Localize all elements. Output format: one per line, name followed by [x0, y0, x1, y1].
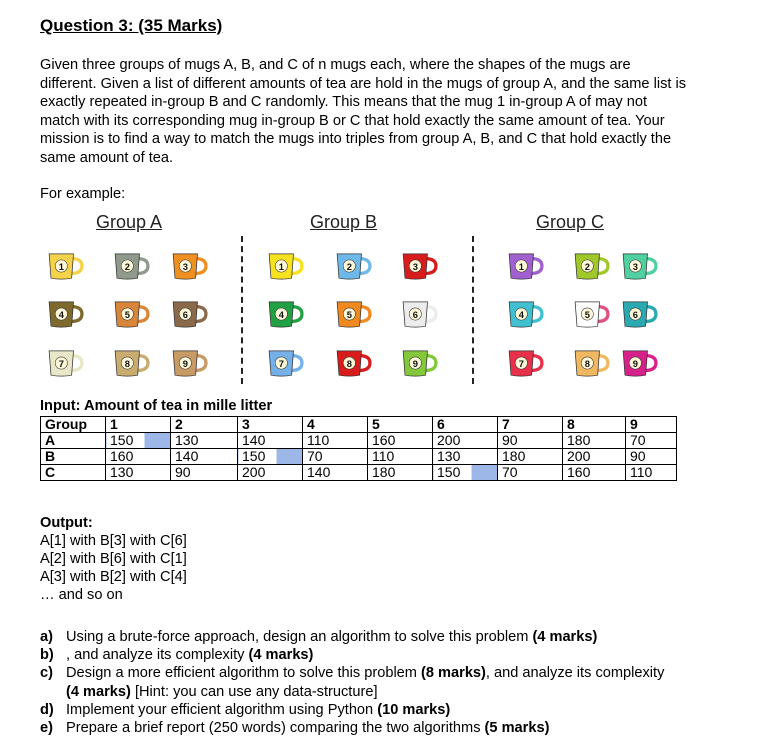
mug-c-2-icon	[572, 251, 612, 281]
mug-number: 5	[124, 309, 130, 320]
mug-number: 3	[182, 261, 188, 272]
table-cell: 90	[626, 449, 677, 465]
task-text: Using a brute-force approach, design an algorithm to solve this problem	[66, 629, 533, 645]
table-cell: 110	[626, 465, 677, 481]
mug-number: 3	[632, 261, 638, 272]
mug-number: 7	[278, 358, 284, 369]
table-cell: 130	[171, 433, 238, 449]
task-marks: (8 marks)	[421, 665, 486, 682]
mug-a-2-icon	[112, 251, 152, 281]
table-header-row	[41, 417, 677, 433]
mug-a-5-icon	[112, 299, 152, 329]
mug-number: 1	[58, 261, 64, 272]
table-cell: 70	[626, 433, 677, 449]
table-cell: 150	[238, 449, 303, 465]
mug-number: 2	[584, 261, 590, 272]
table-cell: 180	[368, 465, 433, 481]
mug-number: 8	[346, 358, 352, 369]
mug-number: 5	[346, 309, 352, 320]
table-header-cell: 2	[171, 417, 238, 433]
table-header-cell: 3	[238, 417, 303, 433]
mug-b-1-icon	[266, 251, 306, 281]
task-text: Prepare a brief report (250 words) comparing the two algorithms	[66, 720, 485, 737]
table-cell: 110	[368, 449, 433, 465]
mug-b-5-icon	[334, 299, 374, 329]
mug-number: 9	[412, 358, 418, 369]
mug-c-9-icon	[620, 348, 660, 378]
question-title: Question 3: (35 Marks)	[40, 16, 223, 35]
mug-number: 4	[518, 309, 524, 320]
output-block	[40, 514, 187, 604]
mug-a-3-icon	[170, 251, 210, 281]
mug-number: 2	[346, 261, 352, 272]
table-header-cell: Group	[41, 417, 106, 433]
task-text: Design a more efficient algorithm to solve this problem	[66, 665, 422, 682]
task-marks: (10 marks)	[377, 701, 451, 718]
mug-number: 6	[412, 309, 418, 320]
table-cell: 90	[171, 465, 238, 481]
table-cell: 160	[368, 433, 433, 449]
mug-c-7-icon	[506, 348, 546, 378]
group-divider	[472, 236, 474, 384]
table-header-cell: 8	[563, 417, 626, 433]
mug-number: 7	[58, 358, 64, 369]
mug-number: 5	[584, 309, 590, 320]
mug-c-5-icon	[572, 299, 612, 329]
task-label: c)	[40, 665, 53, 682]
group-b-label: Group B	[310, 212, 378, 232]
output-line: … and so on	[40, 587, 123, 603]
task-item	[40, 628, 666, 646]
mug-c-8-icon	[572, 348, 612, 378]
for-example-label: For example:	[40, 186, 126, 202]
table-cell: 200	[433, 433, 498, 449]
input-title: Input: Amount of tea in mille litter	[40, 398, 273, 414]
task-item	[40, 646, 666, 664]
task-label: d)	[40, 701, 54, 718]
mug-a-7-icon	[46, 348, 86, 378]
mug-number: 9	[182, 358, 188, 369]
task-list	[40, 628, 666, 737]
table-row	[41, 465, 677, 481]
mug-number: 9	[632, 358, 638, 369]
task-text: , and analyze its complexity	[66, 647, 249, 664]
task-text: Implement your efficient algorithm using Python	[66, 701, 378, 718]
table-header-cell: 7	[498, 417, 563, 433]
mug-number: 1	[518, 261, 524, 272]
mug-c-6-icon	[620, 299, 660, 329]
row-label: B	[41, 449, 106, 465]
mug-number: 6	[632, 309, 638, 320]
mug-b-3-icon	[400, 251, 440, 281]
output-line: A[1] with B[3] with C[6]	[40, 533, 187, 549]
mug-b-4-icon	[266, 299, 306, 329]
mug-number: 7	[518, 358, 524, 369]
table-cell: 200	[563, 449, 626, 465]
mug-a-6-icon	[170, 299, 210, 329]
mug-number: 8	[124, 358, 130, 369]
mug-c-3-icon	[620, 251, 660, 281]
table-cell: 70	[498, 465, 563, 481]
task-item	[40, 664, 666, 700]
mug-a-4-icon	[46, 299, 86, 329]
task-text: , and analyze its complexity	[485, 665, 665, 682]
mug-b-8-icon	[334, 348, 374, 378]
table-cell: 150	[106, 433, 171, 449]
mug-b-6-icon	[400, 299, 440, 329]
table-cell: 140	[171, 449, 238, 465]
group-divider	[241, 236, 243, 384]
mug-number: 8	[584, 358, 590, 369]
table-header-cell: 5	[368, 417, 433, 433]
task-label: e)	[40, 720, 53, 737]
table-cell: 200	[238, 465, 303, 481]
table-cell: 180	[563, 433, 626, 449]
problem-description: Given three groups of mugs A, B, and C of n mugs each, where the shapes of the mugs are different. Given a list of different amounts of tea are hold in the mugs of group A, and the same list is exactly repeated in-group B and C randomly. This means that the mug 1 in-group A of may not match with its corresponding mug in-group B or C that hold exactly the same amount of tea. Your mission is to find a way to match the mugs into triples from group A, B, and C that hold exactly the same amount of tea.	[40, 57, 687, 166]
mug-a-1-icon	[46, 251, 86, 281]
table-cell: 130	[433, 449, 498, 465]
mug-b-2-icon	[334, 251, 374, 281]
table-cell: 90	[498, 433, 563, 449]
table-header-cell: 4	[303, 417, 368, 433]
output-heading: Output:	[40, 515, 93, 531]
table-cell: 130	[106, 465, 171, 481]
task-marks: (5 marks)	[484, 720, 550, 737]
task-marks: (4 marks)	[248, 647, 314, 664]
table-cell: 110	[303, 433, 368, 449]
group-a-label: Group A	[96, 212, 163, 232]
mug-number: 3	[412, 261, 418, 272]
mug-number: 1	[278, 261, 284, 272]
table-cell: 140	[238, 433, 303, 449]
task-marks: (4 marks)	[66, 683, 131, 700]
output-line: A[3] with B[2] with C[4]	[40, 569, 187, 585]
task-item	[40, 701, 666, 719]
group-c-label: Group C	[536, 212, 605, 232]
table-cell: 70	[303, 449, 368, 465]
task-label: a)	[40, 629, 53, 645]
table-cell: 160	[563, 465, 626, 481]
table-header-cell: 1	[106, 417, 171, 433]
row-label: C	[41, 465, 106, 481]
task-label: b)	[40, 647, 54, 664]
task-marks: (4 marks)	[532, 629, 598, 645]
table-row	[41, 433, 677, 449]
mug-c-1-icon	[506, 251, 546, 281]
mug-b-9-icon	[400, 348, 440, 378]
table-header-cell: 6	[433, 417, 498, 433]
table-cell: 140	[303, 465, 368, 481]
mug-number: 6	[182, 309, 188, 320]
task-item	[40, 719, 666, 737]
table-cell: 180	[498, 449, 563, 465]
row-label: A	[41, 433, 106, 449]
table-cell: 160	[106, 449, 171, 465]
task-hint: [Hint: you can use any data-structure]	[130, 683, 378, 700]
table-cell: 150	[433, 465, 498, 481]
mug-number: 4	[58, 309, 64, 320]
table-header-cell: 9	[626, 417, 677, 433]
mug-number: 4	[278, 309, 284, 320]
mug-number: 2	[124, 261, 130, 272]
table-row	[41, 449, 677, 465]
mug-b-7-icon	[266, 348, 306, 378]
mug-c-4-icon	[506, 299, 546, 329]
output-line: A[2] with B[6] with C[1]	[40, 551, 187, 567]
mug-a-8-icon	[112, 348, 152, 378]
tea-amount-table	[40, 416, 677, 481]
mug-a-9-icon	[170, 348, 210, 378]
